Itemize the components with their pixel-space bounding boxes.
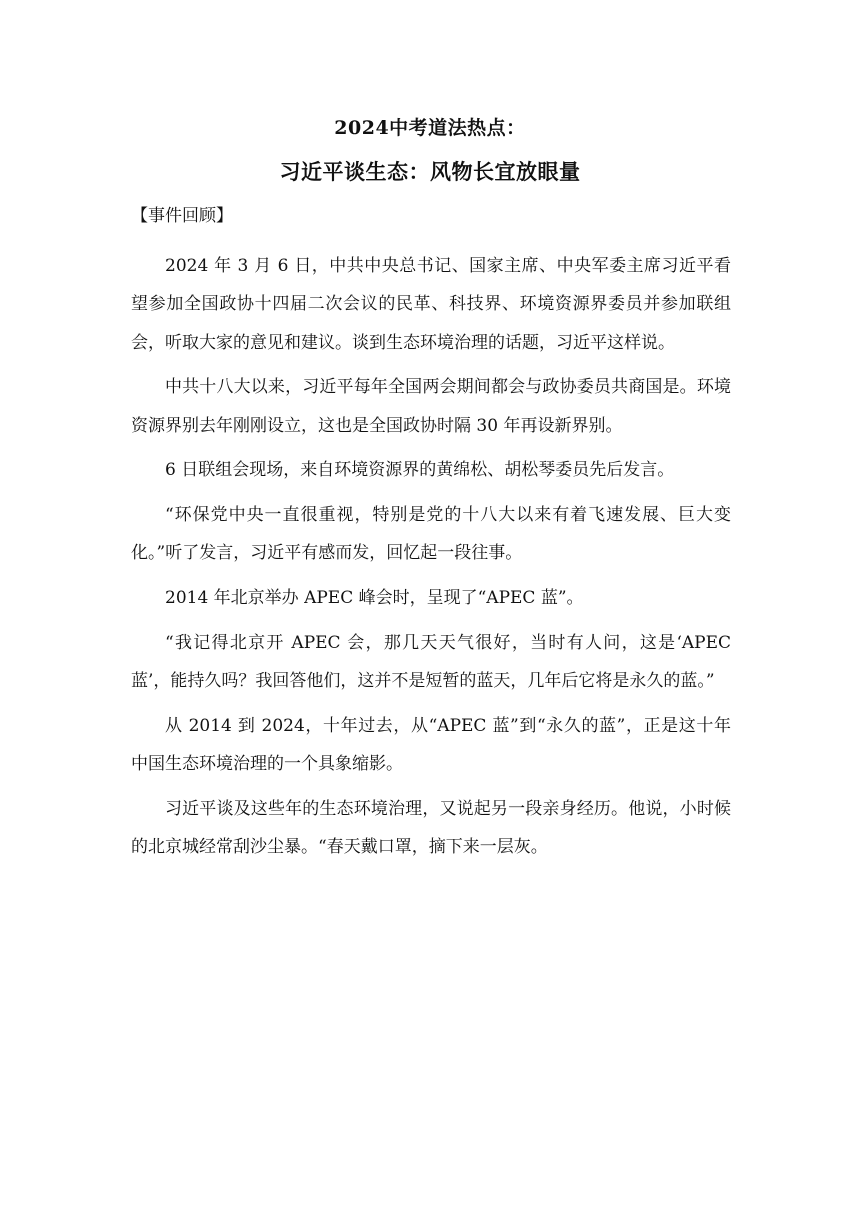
section-heading: 【事件回顾】 — [131, 206, 233, 226]
document-body — [131, 247, 731, 873]
paragraph-6: “我记得北京开 APEC 会，那几天天气很好，当时有人问，这是‘APEC 蓝’，能持久吗？我回答他们，这并不是短暂的蓝天，几年后它将是永久的蓝。” — [131, 632, 731, 691]
paragraph-7: 从 2014 到 2024，十年过去，从“APEC 蓝”到“永久的蓝”，正是这十年中国生态环境治理的一个具象缩影。 — [131, 715, 731, 774]
paragraph-1: 2024 年 3 月 6 日，中共中央总书记、国家主席、中央军委主席习近平看望参加全国政协十四届二次会议的民革、科技界、环境资源界委员并参加联组会，听取大家的意见和建议。谈到生态环境治理的话题，习近平这样说。 — [131, 256, 731, 353]
paragraph-8: 习近平谈及这些年的生态环境治理，又说起另一段亲身经历。他说，小时候的北京城经常刮沙尘暴。“春天戴口罩，摘下来一层灰。 — [131, 798, 731, 857]
document-title-line1: 2024中考道法热点： — [334, 117, 526, 139]
paragraph-3: 6 日联组会现场，来自环境资源界的黄绵松、胡松琴委员先后发言。 — [165, 460, 675, 481]
paragraph-5: 2014 年北京举办 APEC 峰会时，呈现了“APEC 蓝”。 — [165, 588, 584, 608]
document-title-line2: 习近平谈生态：风物长宜放眼量 — [279, 159, 581, 184]
paragraph-2: 中共十八大以来，习近平每年全国两会期间都会与政协委员共商国是。环境资源界别去年刚刚设立，这也是全国政协时隔 30 年再设新界别。 — [131, 377, 731, 436]
paragraph-4: “环保党中央一直很重视，特别是党的十八大以来有着飞速发展、巨大变化。”听了发言，习近平有感而发，回忆起一段往事。 — [131, 505, 731, 564]
